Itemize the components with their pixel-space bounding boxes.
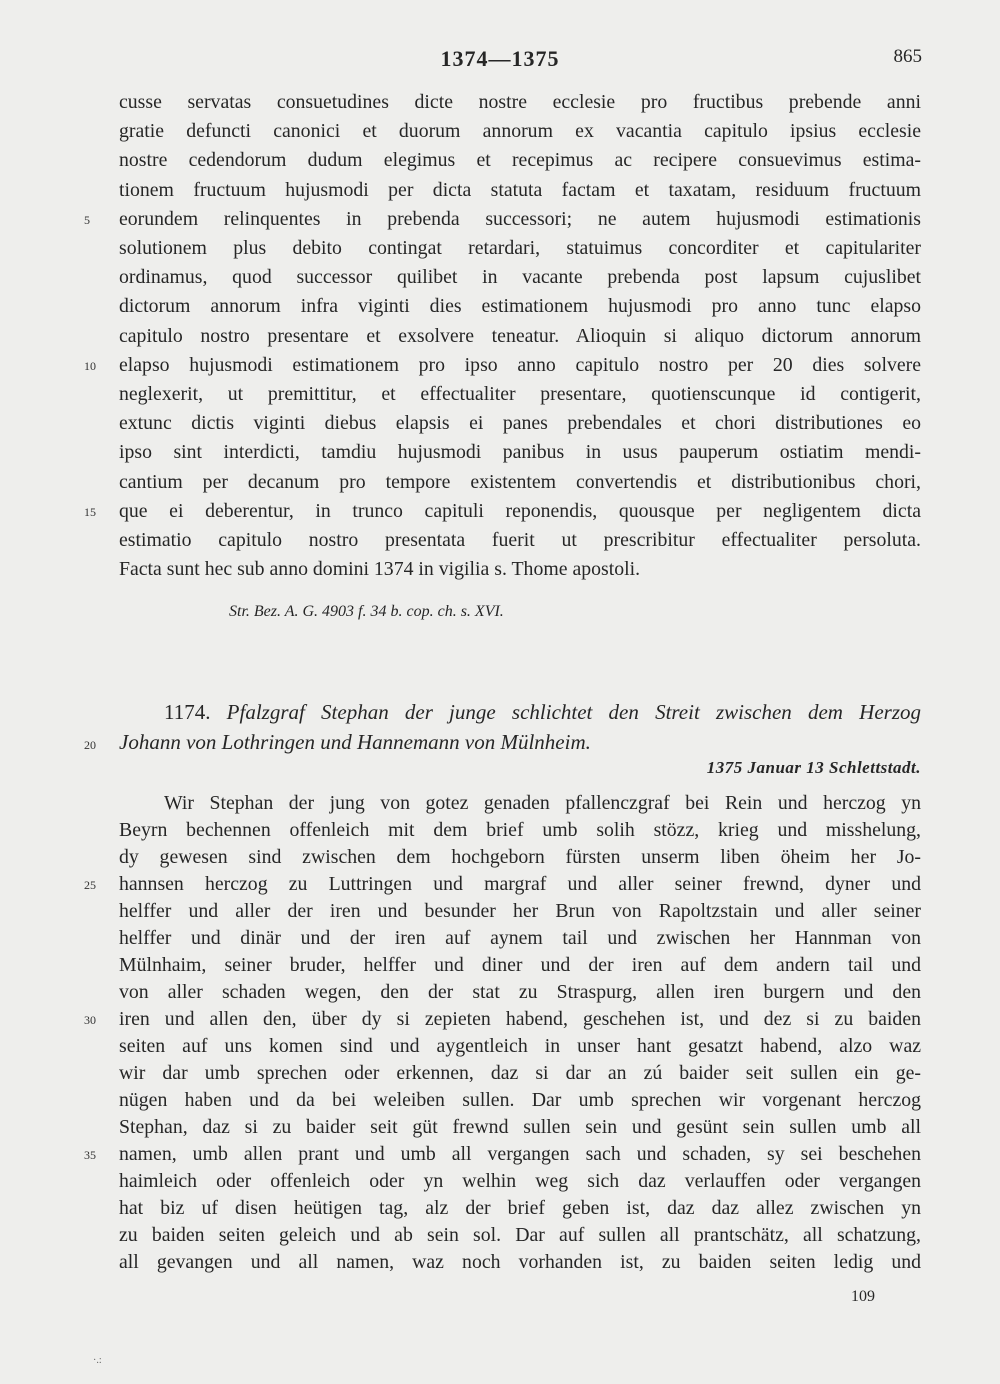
document-heading-line2: Johann von Lothringen und Hannemann von Mülnheim.	[119, 730, 591, 754]
text-line: capitulo nostro presentare et exsolvere teneatur. Alioquin si aliquo dictorum annorum	[119, 324, 921, 347]
text-line: Mülnhaim, seiner bruder, helffer und diner und der iren auf dem andern tail und	[119, 954, 921, 976]
text-line: Facta sunt hec sub anno domini 1374 in vigilia s. Thome apostoli.	[119, 558, 641, 581]
signature-mark: 109	[851, 1288, 875, 1305]
text-line: Stephan, daz si zu baider seit güt frewnd sullen sein und gesünt sein sullen umb all	[119, 1116, 921, 1138]
line-number: 30	[84, 1013, 96, 1027]
text-line: iren und allen den, über dy si zepieten habend, geschehen ist, und dez si zu baiden	[119, 1008, 921, 1030]
document-dateline: 1375 Januar 13 Schlettstadt.	[706, 758, 921, 777]
text-line: que ei deberentur, in trunco capituli reponendis, quousque per negligentem dicta	[119, 499, 921, 522]
text-line: cusse servatas consuetudines dicte nostre ecclesie pro fructibus prebende anni	[119, 91, 921, 113]
document-heading	[164, 700, 921, 725]
text-line: neglexerit, ut premittitur, et effectualiter presentare, quotienscunque id contigerit,	[119, 383, 921, 405]
text-line: seiten auf uns komen sind und aygentleich in unser hant gesatzt habend, alzo waz	[119, 1035, 921, 1057]
text-line: helffer und aller der iren und besunder her Brun von Rapoltzstain und aller seiner	[119, 900, 921, 922]
text-line: haimleich oder offenleich oder yn welhin weg sich daz verlauffen oder vergangen	[119, 1170, 921, 1192]
text-line: cantium per decanum pro tempore existentem convertendis et distributionibus chori,	[119, 470, 921, 493]
text-line: eorundem relinquentes in prebenda successori; ne autem hujusmodi estimationis	[119, 207, 921, 230]
document-number: 1174.	[164, 700, 211, 724]
text-line: extunc dictis viginti diebus elapsis ei panes prebendales et chori distributiones eo	[119, 412, 921, 435]
text-line: tionem fructuum hujusmodi per dicta statuta factam et taxatam, residuum fructuum	[119, 178, 921, 201]
text-line: wir dar umb sprechen oder erkennen, daz si dar an zú baider seit sullen ein ge-	[119, 1062, 921, 1084]
text-line: Wir Stephan der jung von gotez genaden pfallenczgraf bei Rein und herczog yn	[164, 792, 921, 814]
text-line: dy gewesen sind zwischen dem hochgeborn fürsten unserm liben öheim her Jo-	[119, 846, 921, 868]
text-line: elapso hujusmodi estimationem pro ipso anno capitulo nostro per 20 dies solvere	[119, 353, 921, 376]
running-head-title: 1374—1375	[440, 46, 560, 71]
line-number: 5	[84, 212, 90, 227]
page-number: 865	[893, 46, 922, 67]
text-line: ordinamus, quod successor quilibet in vacante prebenda post lapsum cujuslibet	[119, 266, 921, 289]
line-number: 35	[84, 1148, 96, 1162]
text-line: nügen haben und da bei weleiben sullen. Dar umb sprechen wir vorgenant herczog	[119, 1089, 921, 1111]
text-line: von aller schaden wegen, den der stat zu Straspurg, allen iren burgern und den	[119, 981, 921, 1003]
text-line: nostre cedendorum dudum elegimus et recepimus ac recipere consuevimus estima-	[119, 149, 921, 172]
text-line: helffer und dinär und der iren auf aynem tail und zwischen her Hannman von	[119, 927, 921, 949]
line-number: 20	[84, 738, 96, 752]
text-line: namen, umb allen prant und umb all vergangen sach und schaden, sy sei beschehen	[119, 1143, 921, 1165]
text-line: hat biz uf disen heütigen tag, alz der brief geben ist, daz daz allez zwischen yn	[119, 1197, 921, 1219]
line-number: 10	[84, 358, 96, 373]
text-line: gratie defuncti canonici et duorum annorum ex vacantia capitulo ipsius ecclesie	[119, 120, 921, 143]
line-number: 25	[84, 878, 96, 892]
text-line: zu baiden seiten geleich und ab sein sol. Dar auf sullen all prantschätz, all schatzung,	[119, 1224, 921, 1246]
text-line: Beyrn bechennen offenleich mit dem brief umb solih stözz, krieg und misshelung,	[119, 819, 921, 841]
text-line: hannsen herczog zu Luttringen und margraf und aller seiner frewnd, dyner und	[119, 873, 921, 895]
text-line: all gevangen und all namen, waz noch vorhanden ist, zu baiden seiten ledig und	[119, 1251, 921, 1273]
text-line: estimatio capitulo nostro presentata fuerit ut prescribitur effectualiter persoluta.	[119, 529, 921, 551]
stray-mark: ·.:	[93, 1355, 102, 1366]
line-number: 15	[84, 504, 96, 519]
text-line: ipso sint interdicti, tamdiu hujusmodi panibus in usus pauperum ostiatim mendi-	[119, 441, 921, 464]
text-line: solutionem plus debito contingat retardari, statuimus concorditer et capitulariter	[119, 237, 921, 259]
document-heading-line1: Pfalzgraf Stephan der junge schlichtet den Streit zwischen dem Herzog	[226, 700, 921, 724]
source-citation: Str. Bez. A. G. 4903 f. 34 b. cop. ch. s. XVI.	[229, 603, 504, 620]
text-line: dictorum annorum infra viginti dies estimationem hujusmodi pro anno tunc elapso	[119, 295, 921, 318]
